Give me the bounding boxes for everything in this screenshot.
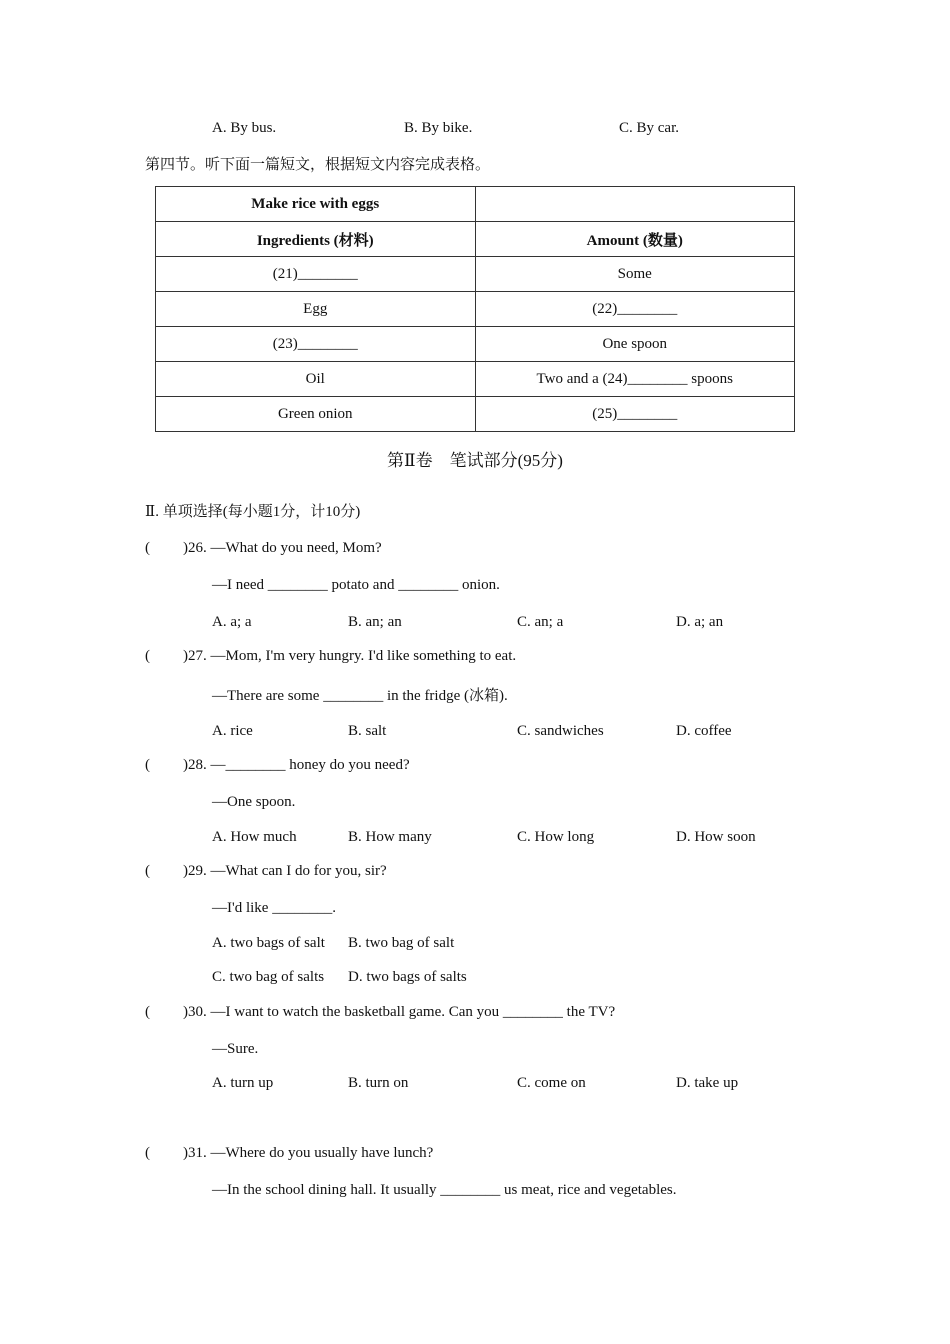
q30-option-d: D. take up xyxy=(676,1075,739,1091)
q28-option-d: D. How soon xyxy=(676,829,756,845)
q29-option-b: B. two bag of salt xyxy=(348,935,455,951)
option-c: C. By car. xyxy=(619,120,679,136)
answer-paren: ( xyxy=(145,1004,150,1020)
table-cell: Green onion xyxy=(156,397,476,432)
table-row xyxy=(156,397,795,432)
q28-option-a: A. How much xyxy=(212,829,297,845)
q26-option-d: D. a; an xyxy=(676,614,724,630)
q28-option-b: B. How many xyxy=(348,829,432,845)
table-cell: (23)________ xyxy=(156,327,476,362)
question-29: )29. —What can I do for you, sir? xyxy=(183,863,387,879)
reply-29: —I'd like ________. xyxy=(212,900,336,916)
option-a: A. By bus. xyxy=(212,120,277,136)
table-cell: (25)________ xyxy=(475,397,795,432)
section-title: Ⅱ. 单项选择(每小题1分，计10分) xyxy=(145,504,361,520)
q27-option-c: C. sandwiches xyxy=(517,723,604,739)
reply-26: —I need ________ potato and ________ onion. xyxy=(212,577,500,593)
recipe-table xyxy=(155,186,795,432)
table-cell: Egg xyxy=(156,292,476,327)
table-header-empty xyxy=(475,187,795,222)
option-b: B. By bike. xyxy=(404,120,473,136)
answer-paren: ( xyxy=(145,863,150,879)
table-header-row xyxy=(156,187,795,222)
question-26: )26. —What do you need, Mom? xyxy=(183,540,382,556)
q29-option-c: C. two bag of salts xyxy=(212,969,325,985)
answer-paren: ( xyxy=(145,757,150,773)
part2-title: 第Ⅱ卷 笔试部分(95分) xyxy=(387,451,563,470)
question-27: )27. —Mom, I'm very hungry. I'd like something to eat. xyxy=(183,648,517,664)
ingredients-header-label: Ingredients (材料) xyxy=(256,232,374,249)
q27-option-b: B. salt xyxy=(348,723,387,739)
reply-28: —One spoon. xyxy=(212,794,296,810)
answer-paren: ( xyxy=(145,1145,150,1161)
answer-paren: ( xyxy=(145,540,150,556)
reply-31: —In the school dining hall. It usually ________ us meat, rice and vegetables. xyxy=(212,1182,677,1198)
question-31: )31. —Where do you usually have lunch? xyxy=(183,1145,434,1161)
q30-option-c: C. come on xyxy=(517,1075,586,1091)
answer-paren: ( xyxy=(145,648,150,664)
q26-option-b: B. an; an xyxy=(348,614,402,630)
q29-option-a: A. two bags of salt xyxy=(212,935,325,951)
reply-27: —There are some ________ in the fridge (冰箱). xyxy=(212,688,508,704)
amount-header-label: Amount (数量) xyxy=(586,232,683,249)
table-cell: One spoon xyxy=(475,327,795,362)
table-cell: Oil xyxy=(156,362,476,397)
section4-instruction: 第四节。听下面一篇短文，根据短文内容完成表格。 xyxy=(145,157,491,173)
reply-30: —Sure. xyxy=(212,1041,259,1057)
q28-option-c: C. How long xyxy=(517,829,595,845)
question-30: )30. —I want to watch the basketball game. Can you ________ the TV? xyxy=(183,1004,616,1020)
table-row xyxy=(156,292,795,327)
q26-option-a: A. a; a xyxy=(212,614,252,630)
table-cell: (22)________ xyxy=(475,292,795,327)
table-row xyxy=(156,327,795,362)
q27-option-a: A. rice xyxy=(212,723,253,739)
table-header-title: Make rice with eggs xyxy=(156,187,476,222)
q26-option-c: C. an; a xyxy=(517,614,564,630)
q30-option-a: A. turn up xyxy=(212,1075,274,1091)
table-cell: Some xyxy=(475,257,795,292)
table-cell: (21)________ xyxy=(156,257,476,292)
q27-option-d: D. coffee xyxy=(676,723,732,739)
q30-option-b: B. turn on xyxy=(348,1075,409,1091)
amount-header xyxy=(475,222,795,257)
question-28: )28. —________ honey do you need? xyxy=(183,757,410,773)
table-row xyxy=(156,362,795,397)
q29-option-d: D. two bags of salts xyxy=(348,969,467,985)
table-subheader-row xyxy=(156,222,795,257)
table-row xyxy=(156,257,795,292)
ingredients-header xyxy=(156,222,476,257)
table-cell: Two and a (24)________ spoons xyxy=(475,362,795,397)
